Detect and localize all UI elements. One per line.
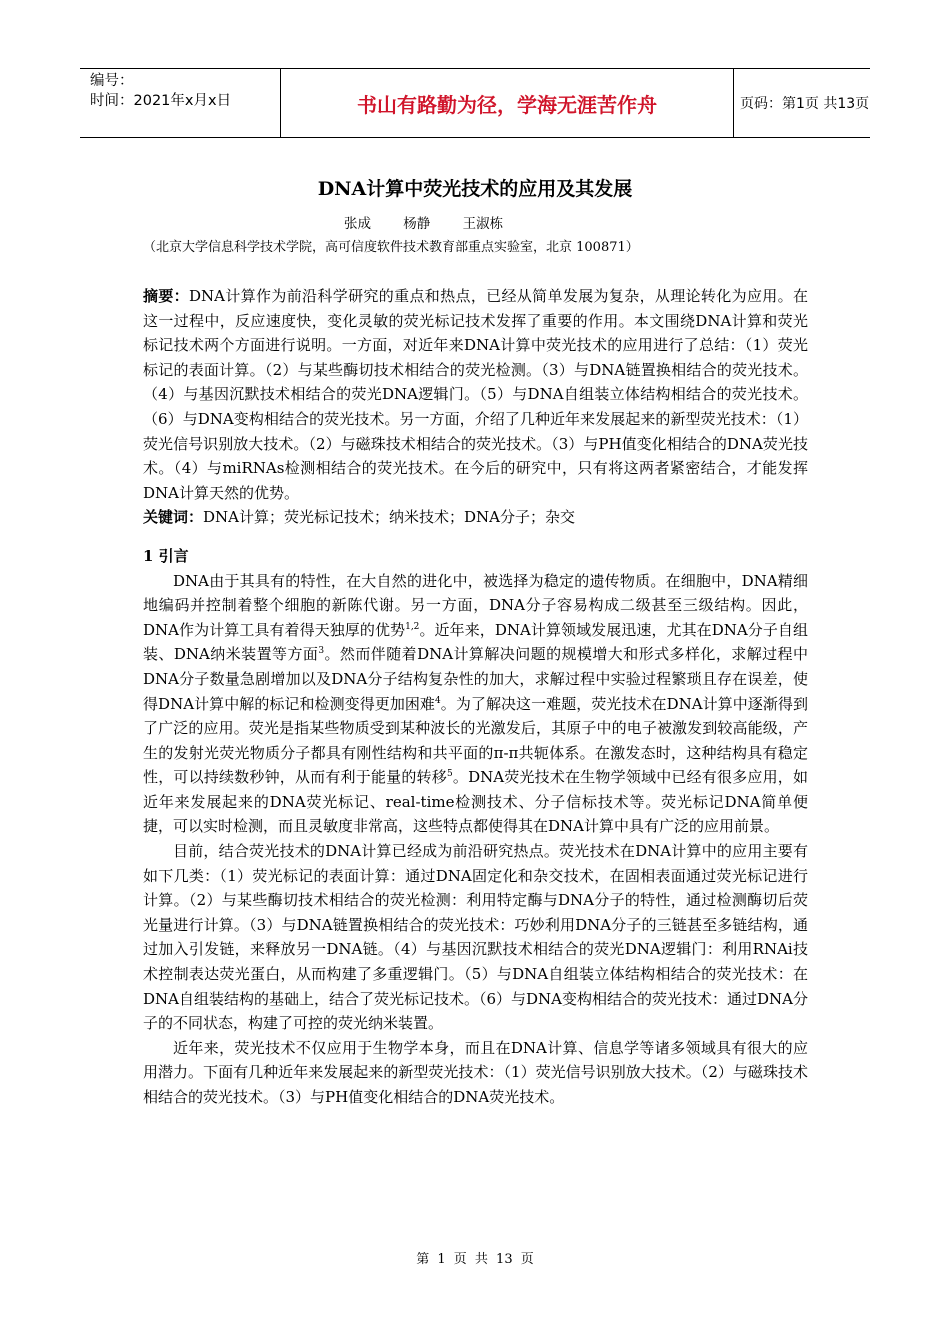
intro-paragraph-2: 目前，结合荧光技术的DNA计算已经成为前沿研究热点。荧光技术在DNA计算中的应用主要有如下几类：（1）荧光标记的表面计算：通过DNA固定化和杂交技术，在固相表面通过荧光标记进行计算。（2）与某些酶切技术相结合的荧光检测：利用特定酶与DNA分子的特性，通过检测酶切后荧光量进行计算。（3）与DNA链置换相结合的荧光技术：巧妙利用DNA分子的三链甚至多链结构，通过加入引发链，来释放另一DNA链。（4）与基因沉默技术相结合的荧光DNA逻辑门：利用RNAi技术控制表达荧光蛋白，从而构建了多重逻辑门。（5）与DNA自组装立体结构相结合的荧光技术：在DNA自组装结构的基础上，结合了荧光标记技术。（6）与DNA变构相结合的荧光技术：通过DNA分子的不同状态，构建了可控的荧光纳米装置。 <box>143 842 808 1033</box>
citation: 1,2 <box>405 621 420 632</box>
intro-paragraph-1 <box>143 569 808 840</box>
header-left-cell <box>90 71 280 111</box>
page-footer: 第 1 页 共 13 页 <box>416 1252 534 1267</box>
intro-paragraph-3: 近年来，荧光技术不仅应用于生物学本身，而且在DNA计算、信息学等诸多领域具有很大的应用潜力。下面有几种近年来发展起来的新型荧光技术：（1）荧光信号识别放大技术。（2）与磁珠技术相结合的荧光技术。（3）与PH值变化相结合的DNA荧光技术。 <box>143 1038 808 1106</box>
citation: 4 <box>434 695 441 706</box>
keywords <box>143 505 808 530</box>
citation: 5 <box>446 769 453 780</box>
abstract-text: DNA计算作为前沿科学研究的重点和热点，已经从简单发展为复杂，从理论转化为应用。在这一过程中，反应速度快，变化灵敏的荧光标记技术发挥了重要的作用。本文围绕DNA计算和荧光标记技术两个方面进行说明。一方面，对近年来DNA计算中荧光技术的应用进行了总结：（1）荧光标记的表面计算。（2）与某些酶切技术相结合的荧光检测。（3）与DNA链置换相结合的荧光技术。（4）与基因沉默技术相结合的荧光DNA逻辑门。（5）与DNA自组装立体结构相结合的荧光技术。（6）与DNA变构相结合的荧光技术。另一方面，介绍了几种近年来发展起来的新型荧光技术：（1）荧光信号识别放大技术。（2）与磁珠技术相结合的荧光技术。（3）与PH值变化相结合的DNA荧光技术。（4）与miRNAs检测相结合的荧光技术。在今后的研究中，只有将这两者紧密结合，才能发挥DNA计算天然的优势。 <box>143 287 808 502</box>
document-date: 时间：2021年x月x日 <box>90 93 232 109</box>
citation: 3 <box>318 646 325 657</box>
header-page-info: 页码：第1页 共13页 <box>740 96 870 112</box>
section-heading: 1 引言 <box>143 546 189 565</box>
text-run: 。近年来，DNA计算领域发展迅速，尤其在DNA分子自组装、DNA纳米装置等方面 <box>143 620 808 664</box>
paper-affiliation: （北京大学信息科学技术学院，高可信度软件技术教育部重点实验室，北京 100871） <box>143 240 639 255</box>
abstract <box>143 284 808 505</box>
abstract-label: 摘要： <box>143 287 190 305</box>
text-run: 。然而伴随着DNA计算解决问题的规模增大和形式多样化，求解过程中DNA分子数量急剧增加以及DNA分子结构复杂性的加大，求解过程中实验过程繁琐且存在误差，使得DNA计算中解的标记和检测变得更加困难 <box>143 645 808 713</box>
paper-authors: 张成 杨静 王淑栋 <box>344 216 504 232</box>
header-motto: 书山有路勤为径，学海无涯苦作舟 <box>280 69 734 137</box>
text-run: DNA由于其具有的特性，在大自然的进化中，被选择为稳定的遗传物质。在细胞中，DNA精细地编码并控制着整个细胞的新陈代谢。另一方面，DNA分子容易构成二级甚至三级结构。因此，DNA作为计算工具有着得天独厚的优势 <box>143 571 808 639</box>
keywords-label: 关键词： <box>143 508 204 527</box>
keywords-text: DNA计算；荧光标记技术；纳米技术；DNA分子；杂交 <box>203 508 575 527</box>
paper-body <box>143 284 808 1110</box>
header-table <box>80 68 870 138</box>
text-run: 。为了解决这一难题，荧光技术在DNA计算中逐渐得到了广泛的应用。荧光是指某些物质受到某种波长的光激发后，其原子中的电子被激发到较高能级，产生的发射光荧光物质分子都具有刚性结构和共平面的π-π共轭体系。在激发态时，这种结构具有稳定性，可以持续数秒钟，从而有利于能量的转移 <box>143 694 808 787</box>
document-number-label: 编号： <box>90 73 134 89</box>
text-run: 。DNA荧光技术在生物学领域中已经有很多应用，如近年来发展起来的DNA荧光标记、real-time检测技术、分子信标技术等。荧光标记DNA简单便捷，可以实时检测，而且灵敏度非常高，这些特点都使得其在DNA计算中具有广泛的应用前景。 <box>143 768 808 836</box>
paper-title: DNA计算中荧光技术的应用及其发展 <box>317 178 633 200</box>
